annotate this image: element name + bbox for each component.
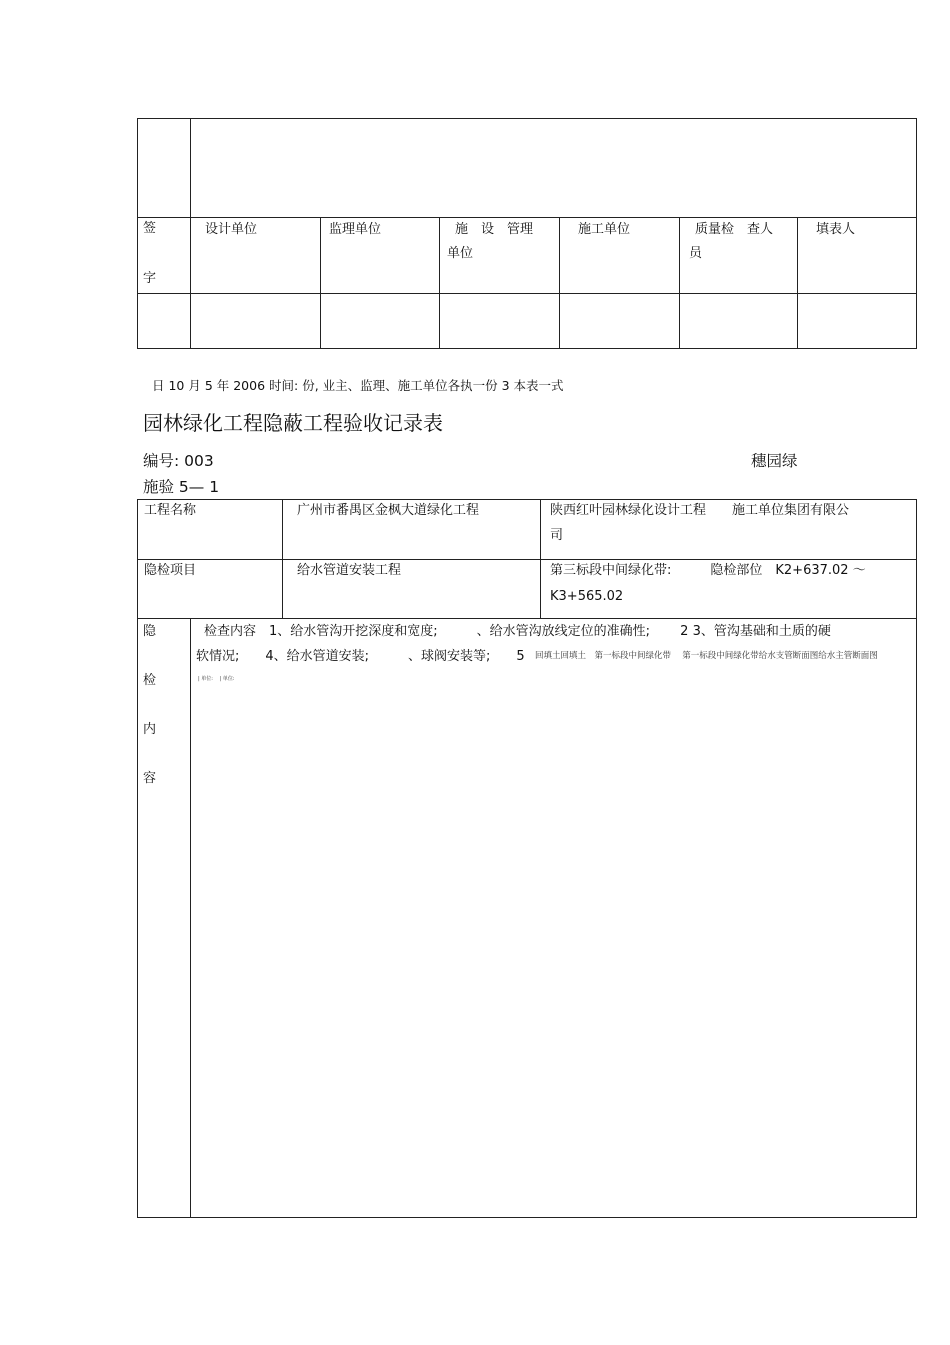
document-number: 编号: 003 bbox=[143, 452, 214, 470]
form-filler-header: 填表人 bbox=[816, 222, 856, 237]
construction-mgmt-header-line1: 施 设 管理 bbox=[455, 222, 534, 237]
content-label-char-4: 容 bbox=[143, 771, 157, 786]
sign-label-top: 签 bbox=[143, 221, 157, 236]
content-line2-small: 回填土回填土 第一标段中间绿化带 第一标段中间绿化带给水支管断面图给水主管断面图 bbox=[535, 651, 878, 661]
project-name-value: 广州市番禺区金枫大道绿化工程 bbox=[297, 503, 480, 518]
quality-inspector-header-line1: 质量检 查人 bbox=[695, 222, 774, 237]
content-line3-small: | 单位: | 单位: bbox=[198, 676, 235, 682]
footnote: 日 10 月 5 年 2006 时间: 份, 业主、监理、施工单位各执一份 3 本表一式 bbox=[152, 378, 564, 393]
sign-label-bottom: 字 bbox=[143, 271, 157, 286]
content-label-char-2: 检 bbox=[143, 673, 157, 688]
contractor-line2: 司 bbox=[550, 528, 564, 543]
inspection-location-line2: K3+565.02 bbox=[550, 589, 624, 604]
content-line1: 检查内容 1、给水管沟开挖深度和宽度; 、给水管沟放线定位的准确性; 2 3、管沟基础和土质的硬 bbox=[204, 624, 831, 639]
inspection-item-label: 隐检项目 bbox=[144, 563, 197, 578]
organization-code: 穗园绿 bbox=[751, 452, 798, 470]
document-title: 园林绿化工程隐蔽工程验收记录表 bbox=[143, 411, 443, 435]
inspection-location-line1: 第三标段中间绿化带: 隐检部位 K2+637.02 ～ bbox=[550, 563, 866, 578]
content-label-char-1: 隐 bbox=[143, 624, 157, 639]
content-line2: 软情况; 4、给水管道安装; 、球阀安装等; 5 bbox=[196, 649, 525, 664]
construction-mgmt-header-line2: 单位 bbox=[447, 246, 474, 261]
inspection-item-value: 给水管道安装工程 bbox=[297, 563, 402, 578]
project-name-label: 工程名称 bbox=[144, 503, 197, 518]
quality-inspector-header-line2: 员 bbox=[689, 246, 703, 261]
design-unit-header: 设计单位 bbox=[205, 222, 258, 237]
content-label-char-3: 内 bbox=[143, 722, 157, 737]
form-code: 施验 5— 1 bbox=[143, 478, 220, 496]
supervision-unit-header: 监理单位 bbox=[329, 222, 382, 237]
contractor-line1: 陕西红叶园林绿化设计工程 施工单位集团有限公 bbox=[550, 503, 850, 518]
construction-unit-header: 施工单位 bbox=[578, 222, 631, 237]
